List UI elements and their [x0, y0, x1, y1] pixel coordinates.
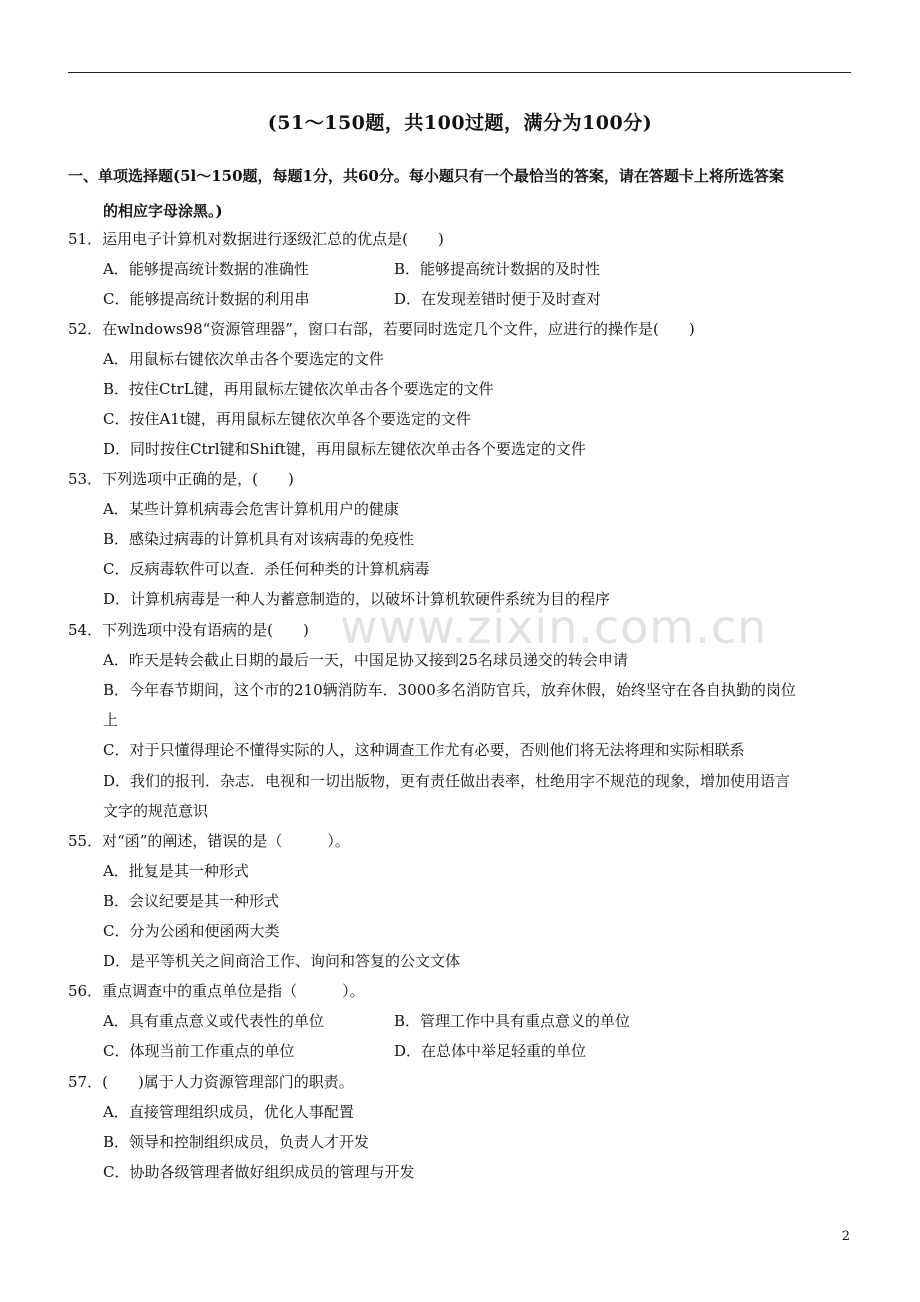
question-54-option-b-line1: B．今年春节期间，这个市的210辆消防车．3000多名消防官兵，放弃休假，始终坚守在各自执勤的岗位 — [103, 681, 796, 699]
question-57-option-c: C．协助各级管理者做好组织成员的管理与开发 — [103, 1163, 415, 1181]
question-54-option-a: A．昨天是转会截止日期的最后一天，中国足协又接到25名球员递交的转会申请 — [103, 651, 628, 669]
watermark: www.zixin.com.cn — [340, 600, 768, 654]
question-57-option-a: A．直接管理组织成员，优化人事配置 — [103, 1103, 354, 1121]
question-53-option-d: D．计算机病毒是一种人为蓄意制造的，以破坏计算机软硬件系统为目的程序 — [103, 590, 611, 608]
question-56-option-b: B．管理工作中具有重点意义的单位 — [394, 1012, 631, 1030]
question-55-option-a: A．批复是其一种形式 — [103, 862, 249, 880]
question-56-option-c: C．体现当前工作重点的单位 — [103, 1042, 295, 1060]
question-53-option-a: A．某些计算机病毒会危害计算机用户的健康 — [103, 500, 399, 518]
question-54-stem: 54．下列选项中没有语病的是( ) — [68, 621, 309, 639]
section-heading-line2: 的相应字母涂黑。) — [103, 202, 223, 220]
question-56-stem: 56．重点调查中的重点单位是指（ ）。 — [68, 982, 365, 1000]
question-51-option-b: B．能够提高统计数据的及时性 — [394, 260, 601, 278]
question-51-option-a: A．能够提高统计数据的准确性 — [103, 260, 309, 278]
header-rule — [68, 72, 851, 73]
question-53-stem: 53．下列选项中正确的是，( ) — [68, 470, 294, 488]
question-52-option-b: B．按住CtrL键，再用鼠标左键依次单击各个要选定的文件 — [103, 380, 494, 398]
question-53-option-b: B．感染过病毒的计算机具有对该病毒的免疫性 — [103, 530, 415, 548]
question-57-stem: 57．( )属于人力资源管理部门的职责。 — [68, 1073, 354, 1091]
question-55-option-b: B．会议纪要是其一种形式 — [103, 892, 280, 910]
page-title: (51～150题，共100过题，满分为100分) — [267, 112, 653, 134]
question-53-option-c: C．反病毒软件可以查．杀任何种类的计算机病毒 — [103, 560, 430, 578]
section-heading-line1: 一、单项选择题(5l～150题，每题1分，共60分。每小题只有一个最恰当的答案，请在答题卡上将所选答案 — [68, 167, 784, 185]
question-54-option-d-line1: D．我们的报刊．杂志．电视和一切出版物，更有责任做出表率，杜绝用字不规范的现象，增加使用语言 — [103, 772, 791, 790]
question-57-option-b: B．领导和控制组织成员，负责人才开发 — [103, 1133, 370, 1151]
question-52-option-c: C．按住A1t键，再用鼠标左键依次单各个要选定的文件 — [103, 410, 471, 428]
question-56-option-d: D．在总体中举足轻重的单位 — [394, 1042, 587, 1060]
question-52-option-a: A．用鼠标右键依次单击各个要选定的文件 — [103, 350, 384, 368]
question-54-option-d-line2: 文字的规范意识 — [103, 802, 209, 820]
question-55-option-d: D．是平等机关之间商洽工作、询问和答复的公文文体 — [103, 952, 461, 970]
question-55-option-c: C．分为公函和便函两大类 — [103, 922, 280, 940]
question-54-option-c: C．对于只懂得理论不懂得实际的人，这种调查工作尤有必要，否则他们将无法将理和实际相联系 — [103, 741, 745, 759]
question-52-stem: 52．在wlndows98“资源管理器”，窗口右部，若要同时选定几个文件，应进行的操作是( ) — [68, 320, 695, 338]
question-54-option-b-line2: 上 — [103, 711, 119, 729]
section-heading — [68, 159, 858, 229]
question-56-option-a: A．具有重点意义或代表性的单位 — [103, 1012, 324, 1030]
question-51-option-d: D．在发现差错时便于及时查对 — [394, 290, 602, 308]
question-51-stem: 51．运用电子计算机对数据进行逐级汇总的优点是( ) — [68, 230, 444, 248]
question-52-option-d: D．同时按住Ctrl键和Shift键，再用鼠标左键依次单击各个要选定的文件 — [103, 440, 586, 458]
question-55-stem: 55．对“函”的阐述，错误的是（ ）。 — [68, 832, 350, 850]
question-51-option-c: C．能够提高统计数据的利用串 — [103, 290, 310, 308]
page-number: 2 — [841, 1229, 850, 1244]
